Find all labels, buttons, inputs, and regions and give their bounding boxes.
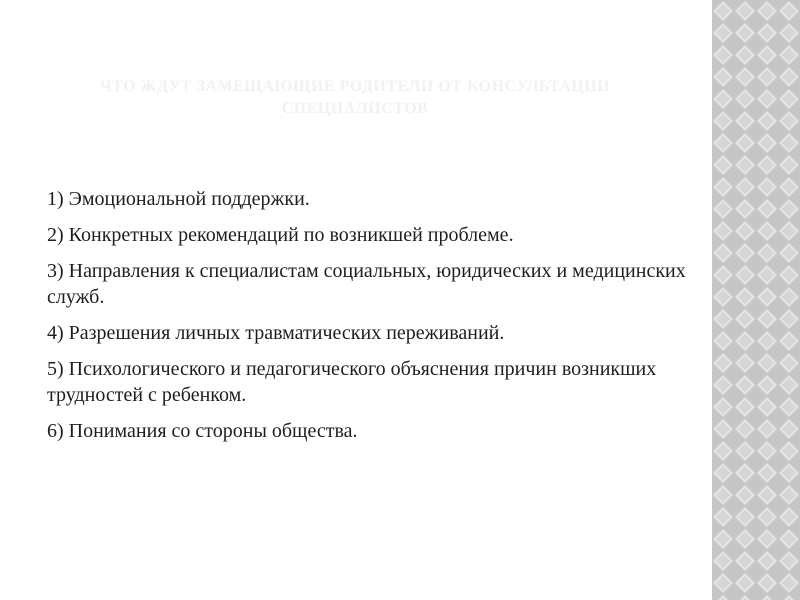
list-item: 1) Эмоциональной поддержки. [47,188,310,210]
slide-title: ЧТО ЖДУТ ЗАМЕЩАЮЩИЕ РОДИТЕЛИ ОТ КОНСУЛЬТАЦИИ СПЕЦИАЛИСТОВ [99,78,611,117]
list-item: 3) Направления к специалистам социальных, юридических и медицинских служб. [47,260,686,308]
list-item: 2) Конкретных рекомендаций по возникшей проблеме. [47,224,514,246]
list-item: 4) Разрешения личных травматических переживаний. [47,322,505,344]
item-list [47,186,687,454]
list-item: 6) Понимания со стороны общества. [47,420,358,442]
decorative-diamond-pattern [712,0,800,600]
list-item: 5) Психологического и педагогического объяснения причин возникших трудностей с ребенком. [47,358,657,406]
